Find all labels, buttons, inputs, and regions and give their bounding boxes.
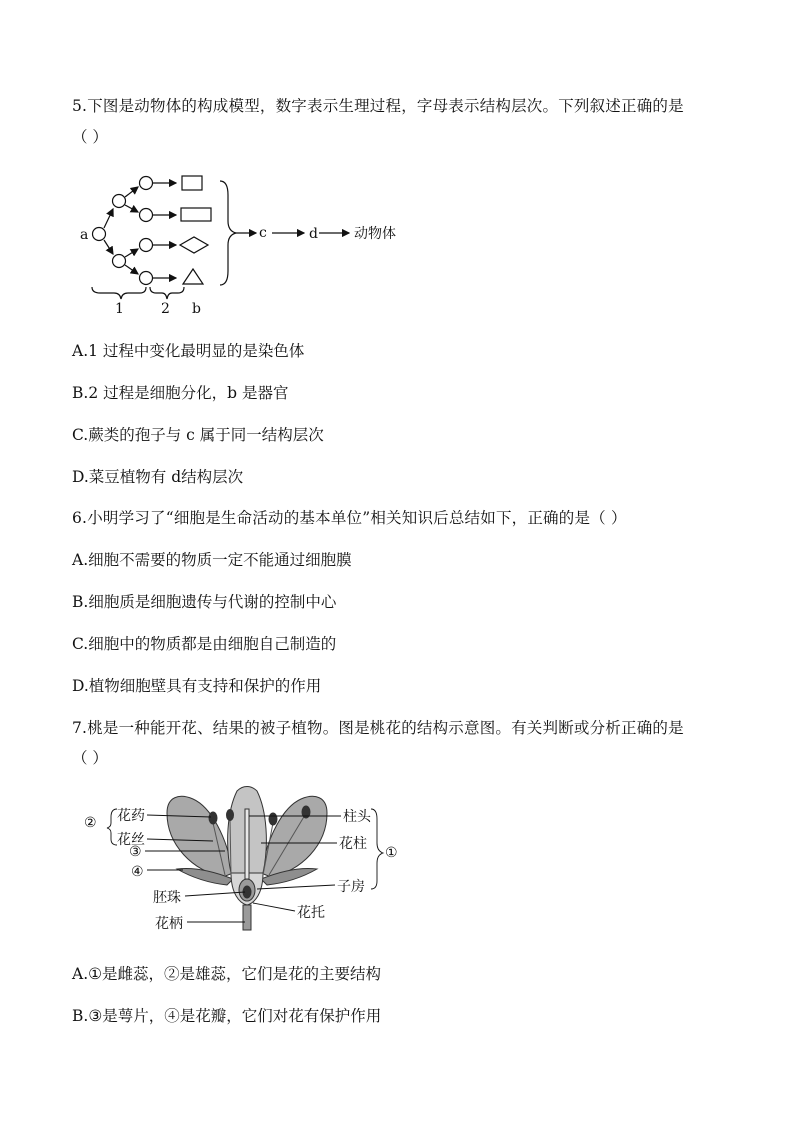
q7-answer-paren: （ ） <box>72 749 108 767</box>
label-3-circled: ③ <box>129 844 142 860</box>
q6-option-c: C.细胞中的物质都是由细胞自己制造的 <box>72 635 337 653</box>
q6-option-d: D.植物细胞壁具有支持和保护的作用 <box>72 677 322 695</box>
label-animal: 动物体 <box>354 226 396 242</box>
label-2: 2 <box>161 301 170 317</box>
cell-a-circle <box>93 228 106 241</box>
style-shape <box>245 809 249 879</box>
label-4-circled: ④ <box>131 864 144 880</box>
pedicel-shape <box>243 905 251 930</box>
label-a: a <box>80 227 89 243</box>
tissue-brace <box>220 181 236 285</box>
label-style: 花柱 <box>339 836 367 852</box>
cell-3-circle <box>140 239 153 252</box>
q6-option-b: B.细胞质是细胞遗传与代谢的控制中心 <box>72 593 337 611</box>
label-pedicel: 花柄 <box>155 916 183 932</box>
label-1: 1 <box>115 301 124 317</box>
process-2-brace <box>150 287 184 299</box>
cell-4-circle <box>140 272 153 285</box>
label-d: d <box>309 226 318 242</box>
label-2-circled: ② <box>84 815 97 831</box>
q5-option-a: A.1 过程中变化最明显的是染色体 <box>72 342 305 360</box>
cell-2-circle <box>140 209 153 222</box>
label-filament: 花丝 <box>117 832 145 848</box>
tissue-diamond <box>180 237 208 253</box>
q5-option-c: C.蕨类的孢子与 c 属于同一结构层次 <box>72 426 324 444</box>
cell-upper-circle <box>113 195 126 208</box>
q7-stem: 7.桃是一种能开花、结果的被子植物。图是桃花的结构示意图。有关判断或分析正确的是 <box>72 719 684 737</box>
q5-stem: 5.下图是动物体的构成模型，数字表示生理过程，字母表示结构层次。下列叙述正确的是 <box>72 97 684 115</box>
tissue-square <box>182 176 202 190</box>
label-b: b <box>192 301 201 317</box>
label-anther: 花药 <box>117 808 145 824</box>
q6-option-a: A.细胞不需要的物质一定不能通过细胞膜 <box>72 551 352 569</box>
q7-option-a: A.①是雌蕊，②是雄蕊，它们是花的主要结构 <box>72 965 382 983</box>
process-1-brace <box>92 287 146 299</box>
label-receptacle: 花托 <box>297 905 325 921</box>
q5-option-d: D.菜豆植物有 d结构层次 <box>72 468 244 486</box>
tissue-rectangle <box>181 208 211 221</box>
cell-1-circle <box>140 177 153 190</box>
q6-stem: 6.小明学习了“细胞是生命活动的基本单位”相关知识后总结如下，正确的是（ ） <box>72 509 627 527</box>
q7-option-b: B.③是萼片，④是花瓣，它们对花有保护作用 <box>72 1007 382 1025</box>
label-c: c <box>259 225 267 241</box>
label-stigma: 柱头 <box>343 809 371 825</box>
right-petal <box>261 796 327 877</box>
label-1-circled: ① <box>385 845 398 861</box>
label-ovule: 胚珠 <box>153 890 181 906</box>
q5-animal-structure-diagram <box>70 165 430 325</box>
q7-peach-flower-diagram <box>75 785 415 935</box>
tissue-triangle <box>183 269 203 284</box>
q5-option-b: B.2 过程是细胞分化，b 是器官 <box>72 384 289 402</box>
label-ovary: 子房 <box>337 879 365 895</box>
cell-lower-circle <box>113 255 126 268</box>
q5-answer-paren: （ ） <box>72 128 108 146</box>
